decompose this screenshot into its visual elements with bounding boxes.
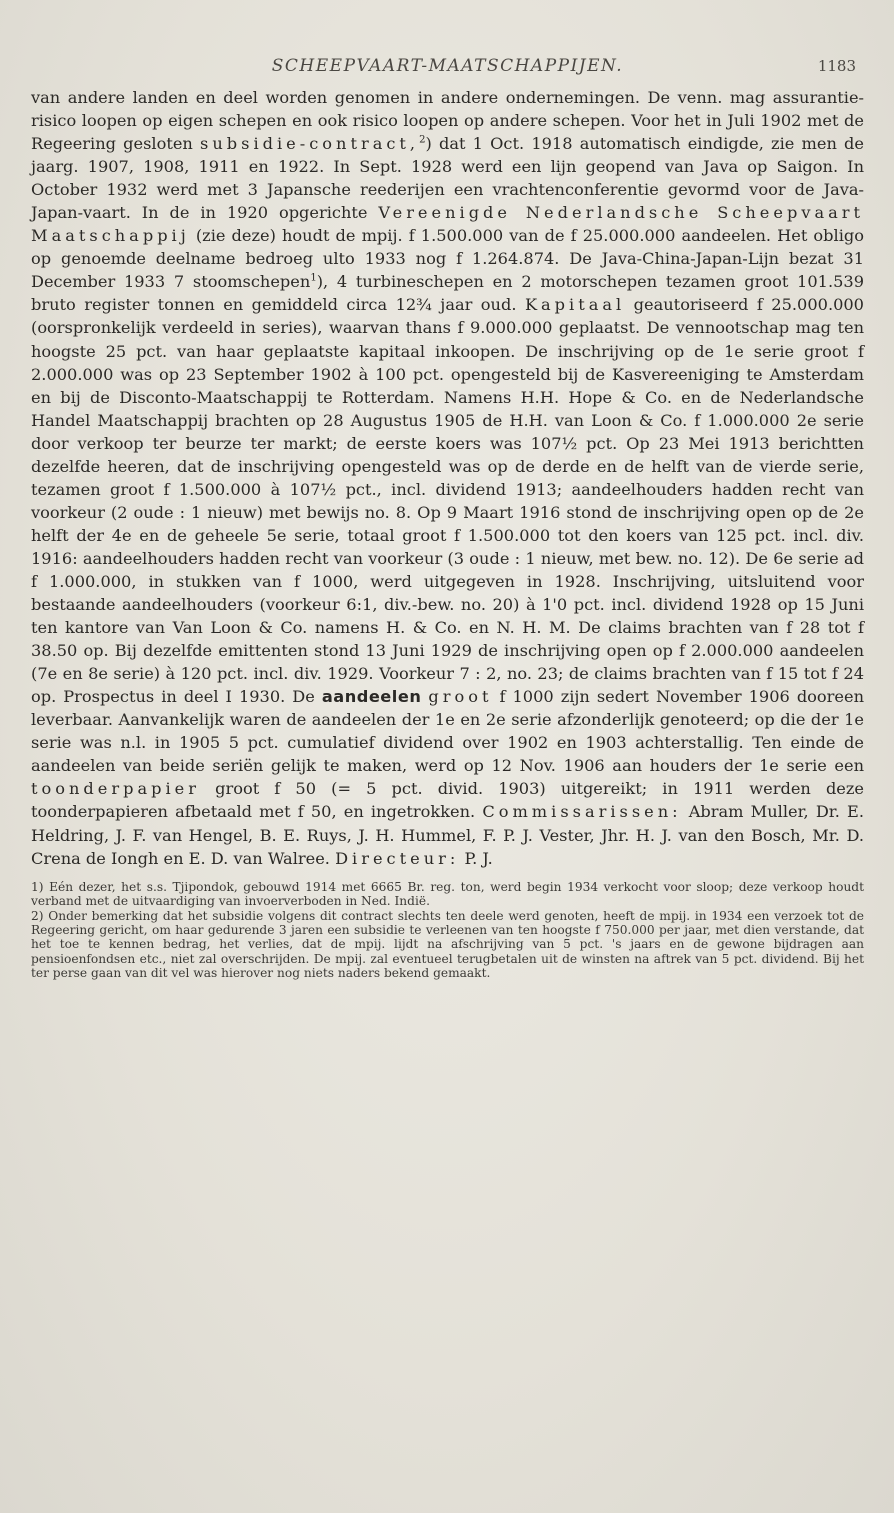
text-run: P. J. <box>459 848 493 868</box>
running-head <box>31 56 864 82</box>
footnote-mark: 2) <box>31 909 44 923</box>
page-number: 1183 <box>817 57 856 75</box>
text-run: ), 4 turbineschepen en 2 motorschepen tezamen groot 101.539 bruto register tonnen en gemiddeld circa 12¾ jaar oud. <box>31 272 864 315</box>
footnotes <box>31 880 864 980</box>
text-run: ) dat 1 Oct. 1918 automatisch eindigde, zie men de jaarg. 1907, 1908, 1911 en 1922. In Sept. 1928 werd een lijn geopend van Java op Saigon. In October 1932 werd met 3 Japansche reederijen een vrachtenconferentie gevormd voor de Java-Japan-vaart. In de in 1920 opgerichte <box>31 134 864 223</box>
text-run: geautoriseerd f 25.000.000 (oorspronkelijk verdeeld in series), waarvan thans f 9.000.000 geplaatst. De vennootschap mag ten hoogste 25 pct. van haar geplaatste kapitaal inkoopen. De inschrijving op de 1e serie groot f 2.000.000 was op 23 September 1902 à 100 pct. opengesteld bij de Kasvereeniging te Amsterdam en bij de Disconto-Maatschappij te Rotterdam. Namens H.H. Hope & Co. en de Nederlandsche Handel Maatschappij brachten op 28 Augustus 1905 de H.H. van Loon & Co. f 1.000.000 2e serie door verkoop ter beurze ter markt; de eerste koers was 107½ pct. Op 23 Mei 1913 berichtten dezelfde heeren, dat de inschrijving opengesteld was op de derde en de helft van de vierde serie, tezamen groot f 1.500.000 à 107½ pct., incl. dividend 1913; aandeelhouders hadden recht van voorkeur (2 oude : 1 nieuw) met bewijs no. 8. Op 9 Maart 1916 stond de inschrijving open op de 2e helft der 4e en de geheele 5e serie, totaal groot f 1.500.000 tot den koers van 125 pct. incl. div. 1916: aandeelhouders hadden recht van voorkeur (3 oude : 1 nieuw, met bew. no. 12). De 6e serie ad f 1.000.000, in stukken van f 1000, werd uitgegeven in 1928. Inschrijving, uitsluitend voor bestaande aandeelhouders (voorkeur 6:1, div.-bew. no. 20) à 1'0 pct. incl. dividend 1928 op 15 Juni ten kantore van Van Loon & Co. namens H. & Co. en N. H. M. De claims brachten van f 28 tot f 38.50 op. Bij dezelfde emittenten stond 13 Juni 1929 de inschrijving open op f 2.000.000 aandeelen (7e en 8e serie) à 120 pct. incl. div. 1929. Voorkeur 7 : 2, no. 23; de claims brachten van f 15 tot f 24 op. Prospectus in deel I 1930. De <box>31 295 864 707</box>
spaced-term-commissarissen: Commissarissen: <box>482 802 682 822</box>
bold-term-aandeelen: aandeelen <box>321 687 422 707</box>
spaced-term-kapitaal: Kapitaal <box>524 295 626 315</box>
footnote-mark: 1) <box>31 879 44 894</box>
main-text <box>31 86 864 870</box>
spaced-term-subsidie-contract: subsidie-contract, <box>200 134 420 154</box>
footnote-ref-2: 2 <box>419 134 426 146</box>
text-run: f 1000 zijn sedert November 1906 dooreen leverbaar. Aanvankelijk waren de aandeelen der 1e en 2e serie afzonderlijk genoteerd; op die der 1e serie was n.l. in 1905 5 pct. cumulatief dividend over 1902 en 1903 achterstallig. Ten einde de aandeelen van beide seriën gelijk te maken, werd op 12 Nov. 1906 aan houders der 1e serie een <box>31 687 865 776</box>
spaced-term-directeur: Directeur: <box>335 848 460 868</box>
footnote-ref-1: 1 <box>310 272 317 284</box>
text-run: van andere landen en deel worden genomen in andere ondernemingen. De venn. mag assurantie-risico loopen op eigen schepen en ook risico loopen op andere schepen. Voor het in Juli 1902 met de Regeering gesloten <box>31 88 864 154</box>
main-paragraph <box>31 86 864 870</box>
spaced-term-vnsm: Vereenigde Nederlandsche Scheepvaart Maatschappij <box>31 203 865 246</box>
footnote-text: Onder bemerking dat het subsidie volgens dit contract slechts ten deele werd genoten, heeft de mpij. in 1934 een verzoek tot de Regeering gericht, om haar gedurende 3 jaren een subsidie te verleenen van ten hoogste f 750.000 per jaar, met dien verstande, dat het toe te kennen bedrag, het verlies, dat de mpij. lijdt na afschrijving van 5 pct. 's jaars en de gewone bijdragen aan pensioenfondsen etc., niet zal overschrijden. De mpij. zal eventueel terugbetalen uit de winsten na aftrek van 5 pct. dividend. Bij het ter perse gaan van dit vel was hierover nog niets naders bekend gemaakt. <box>31 909 864 980</box>
text-run: (zie deze) houdt de mpij. f 1.500.000 van de f 25.000.000 aandeelen. Het obligo op genoemde deelname bedroeg ulto 1933 nog f 1.264.874. De Java-China-Japan-Lijn bezat 31 December 1933 7 stoomschepen <box>31 226 864 292</box>
footnote-1 <box>31 880 864 908</box>
footnote-2 <box>31 909 864 980</box>
text-run: groot f 50 (= 5 pct. divid. 1903) uitgereikt; in 1911 werden deze toonderpapieren afbetaald met f 50, en ingetrokken. <box>31 779 864 822</box>
text-run: Abram Muller, Dr. E. Heldring, J. F. van Hengel, B. E. Ruys, J. H. Hummel, F. P. J. Vester, Jhr. H. J. van den Bosch, Mr. D. Crena de Iongh en E. D. van Walree. <box>31 802 864 868</box>
running-head-title: SCHEEPVAART-MAATSCHAPPIJEN. <box>271 56 624 76</box>
spaced-term-groot: groot <box>428 687 493 707</box>
footnote-text: Eén dezer, het s.s. Tjipondok, gebouwd 1914 met 6665 Br. reg. ton, werd begin 1934 verkocht voor sloop; deze verkoop houdt verband met de uitvaardiging van invoerverboden in Ned. Indië. <box>31 879 864 908</box>
spaced-term-toonderpapier: toonderpapier <box>31 779 200 799</box>
